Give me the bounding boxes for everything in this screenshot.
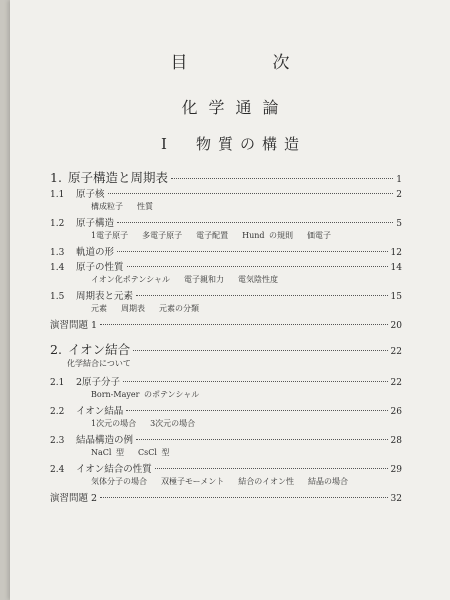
table-of-contents	[50, 168, 402, 505]
section-title: イオン結合の性質	[76, 464, 152, 475]
leader-dots	[117, 251, 388, 252]
subtopic: 元素の分類	[159, 304, 199, 313]
toc-chapter-2	[50, 340, 402, 358]
toc-section	[50, 403, 402, 418]
section-number: 2.3	[50, 436, 65, 446]
page-number: 29	[390, 465, 402, 475]
leader-dots	[126, 410, 387, 411]
page-number: 20	[390, 321, 402, 331]
page-number: 1	[396, 175, 402, 185]
subtopic: 周期表	[121, 304, 145, 313]
toc-subtopics	[50, 418, 402, 432]
page-number: 22	[390, 378, 402, 388]
page-number: 26	[390, 407, 402, 417]
subtopic: CsCl 型	[138, 448, 170, 457]
subtopic: 気体分子の場合	[91, 477, 147, 486]
section-number: 2.1	[50, 378, 65, 388]
section-title: 原子核	[76, 189, 105, 200]
section-title: イオン結晶	[76, 406, 124, 417]
leader-dots	[100, 324, 387, 325]
toc-subtopics	[50, 476, 402, 490]
toc-section	[50, 244, 402, 259]
page-number: 12	[390, 248, 402, 258]
page-number: 15	[390, 292, 402, 302]
toc-section	[50, 461, 402, 476]
section-number: 1.4	[50, 263, 65, 273]
section-title: 周期表と元素	[76, 291, 134, 302]
toc-subtopics	[50, 389, 402, 403]
toc-subtopics	[50, 201, 402, 215]
book-page	[10, 0, 450, 600]
subtopic: 双極子モーメント	[161, 477, 225, 486]
toc-exercise	[50, 317, 402, 332]
toc-section	[50, 432, 402, 447]
toc-section	[50, 288, 402, 303]
page-number: 28	[390, 436, 402, 446]
exercise-title: 演習問題 1	[50, 320, 98, 331]
section-title: 結晶構造の例	[76, 435, 134, 446]
subtopic: イオン化ポテンシャル	[91, 275, 170, 284]
section-number: 2.4	[50, 465, 65, 475]
leader-dots	[100, 497, 387, 498]
page-number: 2	[396, 190, 402, 200]
section-title: 原子構造	[76, 218, 115, 229]
subtopic: 性質	[137, 202, 153, 211]
chapter-title: イオン結合	[67, 342, 131, 357]
subtopic: 3次元の場合	[150, 419, 196, 428]
section-title: 原子の性質	[76, 262, 124, 273]
subtopic: 構成粒子	[91, 202, 123, 211]
chapter-number: 2.	[50, 342, 62, 357]
leader-dots	[171, 178, 393, 179]
page-number: 14	[390, 263, 402, 273]
toc-section	[50, 374, 402, 389]
subtopic: 多電子原子	[142, 231, 183, 240]
section-number: 1.2	[50, 219, 65, 229]
page-number: 32	[390, 494, 402, 504]
chapter-number: 1.	[50, 170, 62, 185]
chapter-title: 原子構造と周期表	[67, 170, 168, 185]
leader-dots	[117, 222, 393, 223]
subtopic: 結合のイオン性	[238, 477, 295, 486]
toc-section	[50, 186, 402, 201]
toc-subtopics	[50, 274, 402, 288]
page-number: 22	[390, 347, 402, 357]
subtopic: 結晶の場合	[308, 477, 349, 486]
subtopic: 電子配置	[196, 231, 229, 240]
subtopic: NaCl 型	[91, 448, 124, 457]
leader-dots	[123, 381, 388, 382]
leader-dots	[155, 468, 388, 469]
section-number: 2.2	[50, 407, 65, 417]
toc-section	[50, 215, 402, 230]
section-number: 1.5	[50, 292, 65, 302]
toc-subtopics	[50, 447, 402, 461]
subtopic: 電気陰性度	[238, 275, 278, 284]
toc-chapter-1	[50, 168, 402, 186]
part-title: I 物質の構造	[161, 135, 306, 153]
section-title: 軌道の形	[76, 247, 115, 258]
leader-dots	[108, 193, 394, 194]
exercise-title: 演習問題 2	[50, 493, 98, 504]
toc-section	[50, 259, 402, 274]
leader-dots	[127, 266, 388, 267]
toc-subtopics	[50, 230, 402, 244]
subtopic: 価電子	[307, 231, 332, 240]
subtopic: Hund の規則	[242, 231, 294, 240]
leader-dots	[133, 350, 387, 351]
toc-exercise	[50, 490, 402, 505]
subtopic: 1次元の場合	[91, 419, 137, 428]
page-title: 目 次	[170, 53, 324, 73]
section-number: 1.3	[50, 248, 65, 258]
toc-subtopics	[50, 303, 402, 317]
section-number: 1.1	[50, 190, 65, 200]
subtopic: 元素	[91, 304, 107, 313]
page-number: 5	[396, 219, 402, 229]
chapter-intro: 化学結合について	[67, 359, 131, 368]
section-title: 2原子分子	[76, 377, 121, 388]
subtopic: 1電子原子	[91, 231, 129, 240]
book-title: 化学通論	[181, 98, 290, 117]
subtopic: Born-Mayer のポテンシャル	[91, 390, 200, 399]
leader-dots	[136, 295, 388, 296]
leader-dots	[136, 439, 388, 440]
subtopic: 電子親和力	[184, 275, 224, 284]
